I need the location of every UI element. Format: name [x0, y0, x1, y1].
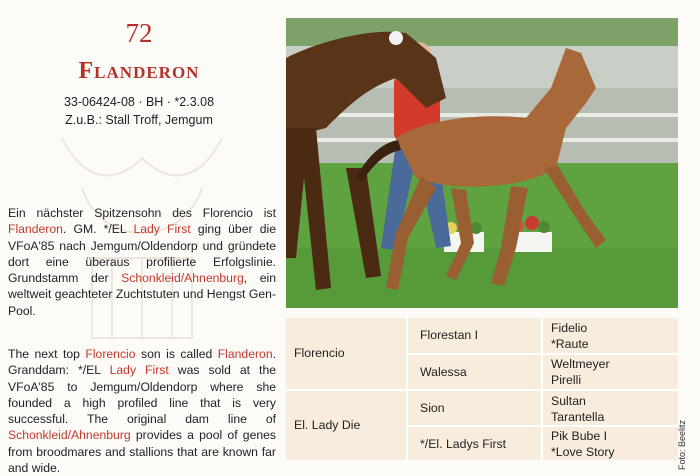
- horse-photo: [286, 18, 678, 308]
- pedigree-ss-dam: *Raute: [551, 337, 589, 351]
- registration-info: 33-06424-08 · BH · *2.3.08: [63, 95, 215, 109]
- text-segment: , ein weltweit geachteter Zuchtstuten und Hengst Gen-Pool.: [8, 271, 276, 318]
- pedigree-dam: El. Lady Die: [294, 418, 361, 432]
- pedigree-dam-sire: Sion: [420, 401, 445, 415]
- highlight-name: Lady First: [109, 363, 169, 378]
- text-segment: The next top: [8, 347, 86, 361]
- pedigree-ds-dam: Tarantella: [551, 410, 605, 424]
- description-english: [8, 346, 276, 476]
- pedigree-dd-dam: *Love Story: [551, 445, 615, 459]
- horse-name: Flanderon: [78, 58, 200, 84]
- description-german: [8, 205, 276, 319]
- highlight-name: Schonkleid/Ahnenburg: [8, 428, 131, 443]
- photo-credit: Foto: Beelitz: [677, 419, 687, 470]
- lot-number: 72: [125, 18, 153, 48]
- pedigree-table: [286, 318, 678, 460]
- highlight-name: Florencio: [85, 347, 136, 361]
- text-segment: was sold at the VFoA'85 to Jemgum/Oldendorp where she founded a high profiled line that is very successful. The original dam line of: [8, 363, 277, 427]
- pedigree-sire: Florencio: [294, 346, 345, 360]
- text-segment: son is called: [135, 347, 218, 361]
- highlight-name: Lady First: [133, 222, 191, 237]
- pedigree-sire-sire: Florestan I: [420, 328, 479, 342]
- highlight-name: Schonkleid/Ahnenburg: [121, 271, 244, 286]
- pedigree-ds-sire: Sultan: [551, 394, 586, 408]
- pedigree-sd-sire: Weltmeyer: [551, 357, 610, 371]
- text-segment: ging über die VFoA'85 nach Jemgum/Oldendorp und gründete dort eine überaus profilierte Erfolgslinie. Grundstamm der: [8, 222, 276, 286]
- text-segment: . Granddam: */EL: [8, 347, 276, 378]
- pedigree-sd-dam: Pirelli: [551, 373, 582, 387]
- pedigree-ss-sire: Fidelio: [551, 321, 588, 335]
- highlight-name: Flanderon: [8, 222, 63, 237]
- pedigree-dam-dam: */El. Ladys First: [420, 437, 507, 451]
- text-segment: . GM. */EL: [62, 222, 134, 237]
- breeder-info: Z.u.B.: Stall Troff, Jemgum: [65, 113, 213, 127]
- text-segment: provides a pool of genes from broodmares and stallions that are known far and wide.: [8, 428, 276, 476]
- pedigree-dd-sire: Pik Bube I: [551, 429, 608, 443]
- text-segment: Ein nächster Spitzensohn des Florencio ist: [8, 206, 276, 220]
- highlight-name: Flanderon: [217, 347, 273, 361]
- pedigree-sire-dam: Walessa: [420, 365, 467, 379]
